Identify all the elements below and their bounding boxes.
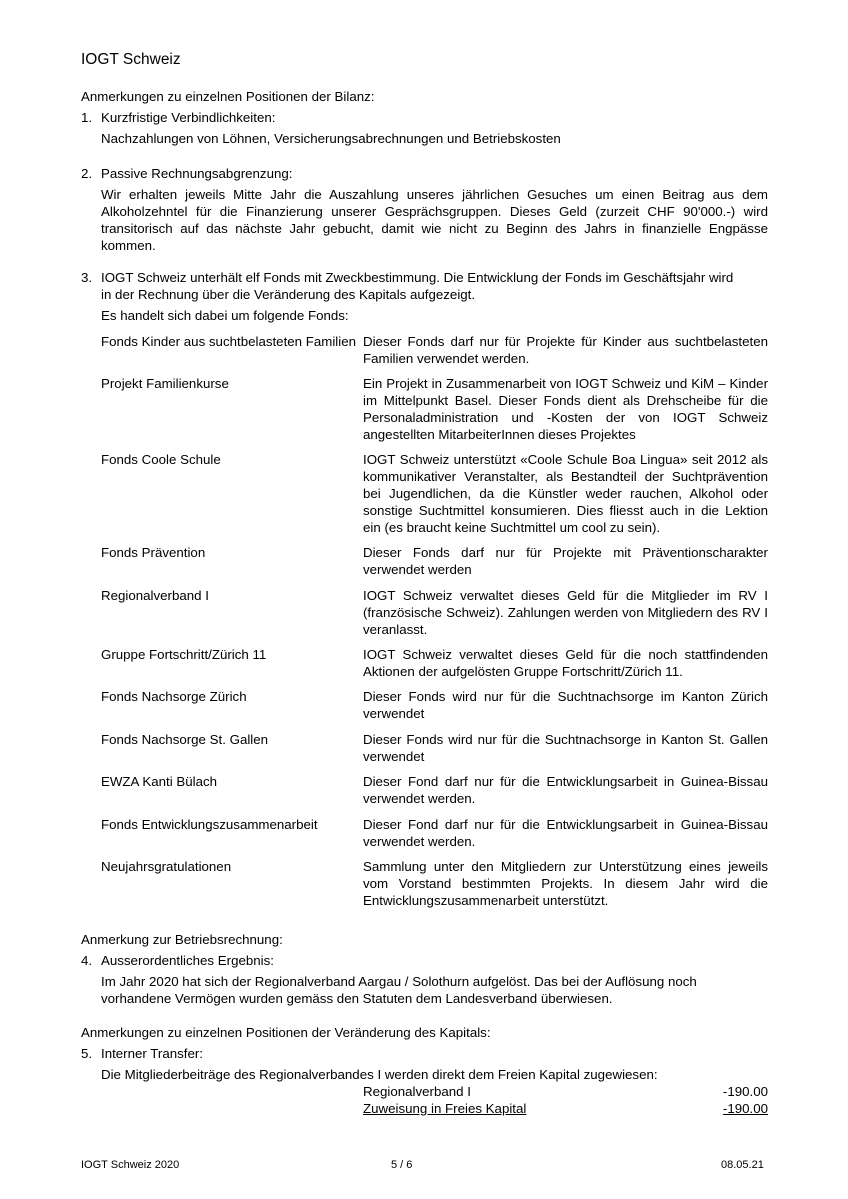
- page-title: IOGT Schweiz: [81, 51, 181, 68]
- fund-name: EWZA Kanti Bülach: [101, 774, 218, 789]
- fund-description: IOGT Schweiz unterstützt «Coole Schule Boa Lingua» seit 2012 als kommunikativer Veranstalter, als Bestandteil der Suchtprävention bei Jugendlichen, da die Künstler weder rauchen, Alkohol oder sonstige Suchtmittel konsumieren. Dies fliesst auch in die Lektion ein (es braucht keine Suchtmittel um cool zu sein).: [363, 452, 768, 535]
- fund-name: Fonds Entwicklungszusammenarbeit: [101, 817, 318, 832]
- fund-description: IOGT Schweiz verwaltet dieses Geld für die noch stattfindenden Aktionen der aufgelösten Gruppe Fortschritt/Zürich 11.: [363, 647, 768, 679]
- fund-description: Dieser Fonds wird nur für die Suchtnachsorge im Kanton Zürich verwendet: [363, 689, 768, 721]
- fund-description: Dieser Fond darf nur für die Entwicklungsarbeit in Guinea-Bissau verwendet werden.: [363, 817, 768, 849]
- fund-name: Gruppe Fortschritt/Zürich 11: [101, 647, 267, 662]
- fund-name: Fonds Kinder aus suchtbelasteten Familien: [101, 334, 356, 349]
- fund-name: Regionalverband I: [101, 588, 209, 603]
- fund-description: Sammlung unter den Mitgliedern zur Unterstützung eines jeweils vom Vorstand bestimmten Projekts. In diesem Jahr wird die Entwicklungszusammenarbeit unterstützt.: [363, 859, 768, 908]
- section-heading-balance: Anmerkungen zu einzelnen Positionen der Bilanz:: [81, 89, 375, 104]
- item-text-1: Nachzahlungen von Löhnen, Versicherungsabrechnungen und Betriebskosten: [101, 131, 561, 146]
- fund-name: Fonds Nachsorge Zürich: [101, 689, 247, 704]
- transfer-row: [363, 1083, 768, 1100]
- transfer-row-label: Regionalverband I: [363, 1084, 471, 1099]
- fund-description: IOGT Schweiz verwaltet dieses Geld für die Mitglieder im RV I (französische Schweiz). Zahlungen werden von Mitgliedern des RV I veranlasst.: [363, 588, 768, 637]
- fund-name: Fonds Nachsorge St. Gallen: [101, 732, 269, 747]
- transfer-row-value: -190.00: [722, 1101, 768, 1116]
- fund-name: Fonds Coole Schule: [101, 452, 221, 467]
- item-label-1: Kurzfristige Verbindlichkeiten:: [101, 110, 276, 125]
- item-text-4-line1: Im Jahr 2020 hat sich der Regionalverband Aargau / Solothurn aufgelöst. Das bei der Auflösung noch: [101, 974, 697, 989]
- fund-name: Projekt Familienkurse: [101, 376, 229, 391]
- funds-intro: Es handelt sich dabei um folgende Fonds:: [101, 308, 349, 323]
- item-number-1: 1.: [81, 110, 93, 125]
- transfer-total-row: [363, 1100, 768, 1117]
- item-text-3-line1: IOGT Schweiz unterhält elf Fonds mit Zweckbestimmung. Die Entwicklung der Fonds im Geschäftsjahr wird: [101, 270, 734, 285]
- footer-date: 08.05.21: [721, 1159, 764, 1171]
- fund-name: Neujahrsgratulationen: [101, 859, 232, 874]
- item-text-3-line2: in der Rechnung über die Veränderung des Kapitals aufgezeigt.: [101, 287, 476, 302]
- transfer-row-value: -190.00: [722, 1084, 768, 1099]
- transfer-row-label: Zuweisung in Freies Kapital: [363, 1101, 527, 1116]
- fund-description: Dieser Fonds wird nur für die Suchtnachsorge in Kanton St. Gallen verwendet: [363, 732, 768, 764]
- fund-description: Ein Projekt in Zusammenarbeit von IOGT Schweiz und KiM – Kinder im Mittelpunkt Basel. Dieser Fonds dient als Drehscheibe für die Personaladministration und -Kosten der von IOGT Schweiz angestellten MitarbeiterInnen dieses Projektes: [363, 376, 768, 442]
- fund-name: Fonds Prävention: [101, 545, 206, 560]
- item-label-5: Interner Transfer:: [101, 1046, 203, 1061]
- item-text-2: Wir erhalten jeweils Mitte Jahr die Auszahlung unseres jährlichen Gesuches um einen Beitrag aus dem Alkoholzehntel für die Finanzierung unserer Gesprächsgruppen. Dieses Geld (zurzeit CHF 90'000.-) wird transitorisch auf das nächste Jahr gebucht, damit wie nicht zu Beginn des Jahrs in finanzielle Engpässe kommen.: [101, 187, 768, 253]
- item-label-4: Ausserordentliches Ergebnis:: [101, 953, 274, 968]
- footer-left: IOGT Schweiz 2020: [81, 1159, 180, 1171]
- fund-description: Dieser Fond darf nur für die Entwicklungsarbeit in Guinea-Bissau verwendet werden.: [363, 774, 768, 806]
- item-number-2: 2.: [81, 166, 93, 181]
- item-label-2: Passive Rechnungsabgrenzung:: [101, 166, 293, 181]
- section-heading-operating: Anmerkung zur Betriebsrechnung:: [81, 932, 283, 947]
- item-number-3: 3.: [81, 270, 93, 285]
- fund-description: Dieser Fonds darf nur für Projekte für Kinder aus suchtbelasteten Familien verwendet werden.: [363, 334, 768, 366]
- item-text-5: Die Mitgliederbeiträge des Regionalverbandes I werden direkt dem Freien Kapital zugewiesen:: [101, 1067, 658, 1082]
- item-number-5: 5.: [81, 1046, 93, 1061]
- fund-description: Dieser Fonds darf nur für Projekte mit Präventionscharakter verwendet werden: [363, 545, 768, 577]
- item-text-4-line2: vorhandene Vermögen wurden gemäss den Statuten dem Landesverband überwiesen.: [101, 991, 613, 1006]
- section-heading-capital: Anmerkungen zu einzelnen Positionen der Veränderung des Kapitals:: [81, 1025, 491, 1040]
- footer-page-number: 5 / 6: [391, 1159, 413, 1171]
- item-number-4: 4.: [81, 953, 93, 968]
